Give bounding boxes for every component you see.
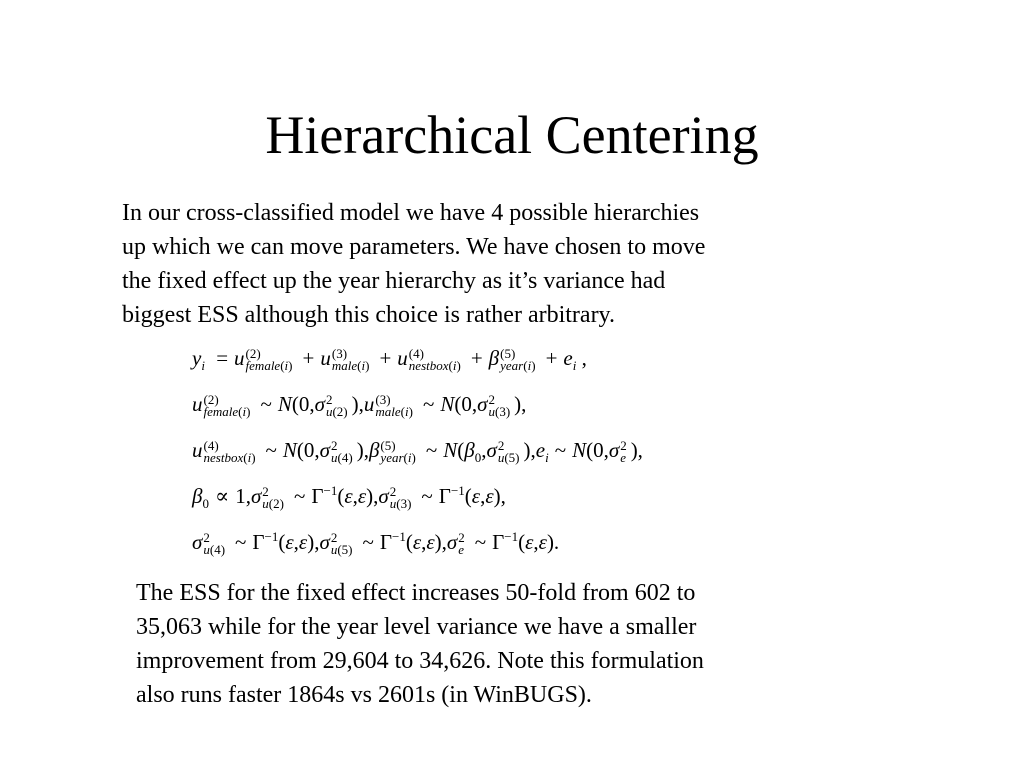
- equation-line-1: $y_i = u$ (2) female(i) + u (3) male(i) + u (4) nestbox(i) + β (5) year(i) + $e_i$ ,: [192, 346, 587, 374]
- equation-line-5: σ 2 u(4) ~ $\Gamma^{-1}(\varepsilon,\varepsilon),\sigma$ 2 u(5) ~ $\Gamma^{-1}(\varepsilon,\varepsilon),\sigma$ 2 e ~ $\Gamma^{-1}(\varepsilon,\varepsilon)$.: [192, 529, 560, 558]
- model-equations: [192, 336, 752, 560]
- slide-title: Hierarchical Centering: [265, 105, 759, 165]
- intro-paragraph: [122, 196, 862, 332]
- equation-line-3: u (4) nestbox(i) ~ N(0,σ 2 u(4) ),β (5) year(i) ~ $N(\beta_0,\sigma$ 2 u(5) )$,e_i$ ~ N(0,σ 2 e ),: [192, 438, 643, 466]
- equation-line-2: u (2) female(i) ~ N(0,σ 2 u(2) ),u (3) male(i) ~ N(0,σ 2 u(3) ),: [192, 392, 527, 420]
- intro-line: up which we can move parameters. We have chosen to move: [122, 234, 706, 260]
- intro-line: biggest ESS although this choice is rather arbitrary.: [122, 302, 615, 328]
- results-line: also runs faster 1864s vs 2601s (in WinBUGS).: [136, 682, 592, 708]
- results-line: 35,063 while for the year level variance we have a smaller: [136, 614, 697, 640]
- results-line: improvement from 29,604 to 34,626. Note this formulation: [136, 648, 704, 674]
- results-paragraph: [136, 576, 876, 712]
- results-line: The ESS for the fixed effect increases 50-fold from 602 to: [136, 580, 696, 606]
- intro-line: In our cross-classified model we have 4 possible hierarchies: [122, 200, 700, 226]
- equation-line-4: $\beta_0 \propto 1,\sigma$ 2 u(2) ~ $\Gamma^{-1}(\varepsilon,\varepsilon),\sigma$ 2 u(3) ~ $\Gamma^{-1}(\varepsilon,\varepsilon)$,: [192, 483, 506, 512]
- intro-line: the fixed effect up the year hierarchy as it’s variance had: [122, 268, 666, 294]
